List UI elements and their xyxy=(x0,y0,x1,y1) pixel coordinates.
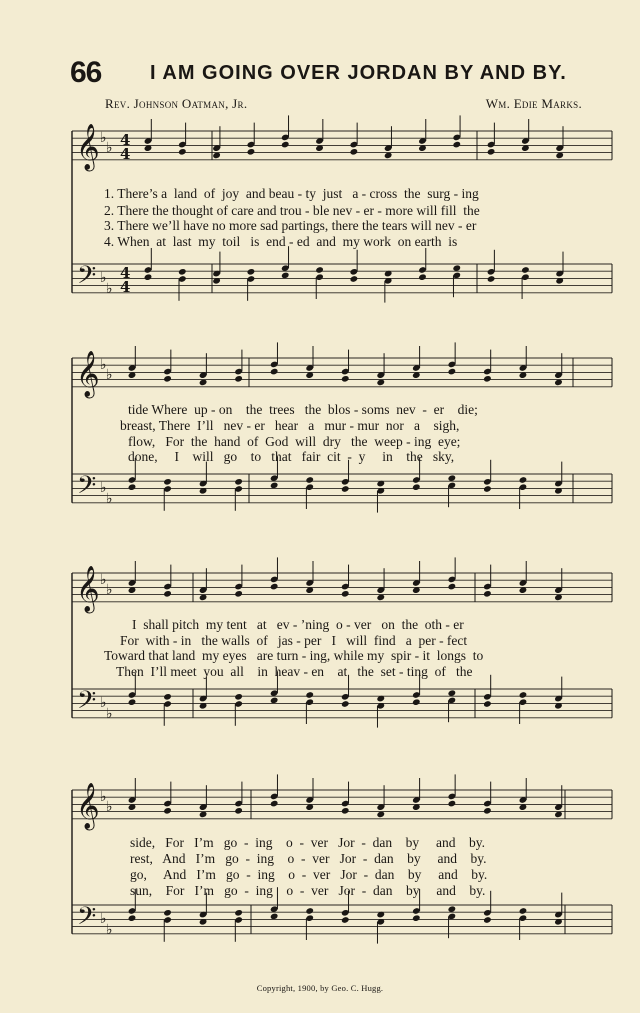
note-bass-2-11-head xyxy=(519,476,528,484)
key-flat-bass-3: ♭ xyxy=(100,695,107,711)
note-bass-4-11-head xyxy=(519,907,528,915)
note-bass-3-5-head xyxy=(305,691,314,699)
lyric-line-s4-v4: sun, For I’m go - ing o - ver Jor - dan by and by. xyxy=(130,883,486,898)
bass-staff-4 xyxy=(72,905,612,934)
note-bass-3-6-head2 xyxy=(341,700,350,708)
lyric-line-s3-v2: For with - in the walls of jas - per I will find a per - fect xyxy=(120,633,468,648)
note-bass-3-10-head2 xyxy=(483,700,492,708)
key-flat-treble2-3: ♭ xyxy=(106,582,113,598)
note-bass-1-8-head2 xyxy=(418,273,427,281)
key-flat-bass-2: ♭ xyxy=(100,480,107,496)
note-bass-2-3-head xyxy=(234,478,243,486)
note-bass-2-0-head2 xyxy=(128,483,137,491)
note-treble-4-1-head2 xyxy=(163,807,172,815)
lyric-line-s2-v4: done, I will go to that fair cit - y in the sky, xyxy=(128,449,455,464)
note-treble-1-6-head2 xyxy=(350,148,359,156)
hymn-number: 66 xyxy=(70,56,102,89)
note-bass-2-1-head xyxy=(163,478,172,486)
note-treble-3-10-head2 xyxy=(483,590,492,598)
note-bass-3-3-head xyxy=(234,693,243,701)
key-flat-treble2-4: ♭ xyxy=(106,799,113,815)
note-bass-1-6-head2 xyxy=(350,275,359,283)
hymn-title: I AM GOING OVER JORDAN BY AND BY. xyxy=(150,62,567,84)
note-treble-2-4-head2 xyxy=(270,368,279,376)
note-bass-2-8-head2 xyxy=(412,483,421,491)
note-bass-1-11-head xyxy=(521,266,530,274)
note-bass-3-8-head2 xyxy=(412,698,421,706)
note-bass-1-10-head2 xyxy=(487,275,496,283)
treble-clef-4: 𝄞 xyxy=(76,783,100,829)
note-bass-1-1-head xyxy=(178,268,187,276)
time-sig-treble-1: 4 xyxy=(120,145,131,163)
lyric-line-s4-v3: go, And I’m go - ing o - ver Jor - dan by and by. xyxy=(130,867,488,882)
key-flat-bass2-3: ♭ xyxy=(106,706,113,722)
bass-clef-4: 𝄢 xyxy=(77,902,97,937)
note-treble-3-1-head2 xyxy=(163,590,172,598)
key-flat-bass-4: ♭ xyxy=(100,911,107,927)
lyric-line-s4-v1: side, For I’m go - ing o - ver Jor - dan by and by. xyxy=(130,835,485,850)
note-treble-4-3-head2 xyxy=(234,807,243,815)
lyric-line-s1-v2: 2. There the thought of care and trou - ble nev - er - more will fill the xyxy=(104,203,480,218)
bass-staff-1 xyxy=(72,264,612,293)
note-treble-4-10-head2 xyxy=(483,807,492,815)
key-flat-treble-4: ♭ xyxy=(100,789,107,805)
time-sig-treble-0: 4 xyxy=(120,131,131,149)
treble-clef-3: 𝄞 xyxy=(76,566,100,612)
treble-clef-1: 𝄞 xyxy=(76,124,100,170)
note-treble-1-4-head2 xyxy=(281,141,290,149)
note-bass-1-5-head xyxy=(315,266,324,274)
key-flat-treble-3: ♭ xyxy=(100,572,107,588)
note-bass-3-11-head xyxy=(519,691,528,699)
note-bass-4-3-head xyxy=(234,909,243,917)
note-bass-4-6-head2 xyxy=(341,916,350,924)
note-treble-4-6-head2 xyxy=(341,807,350,815)
note-bass-4-0-head2 xyxy=(128,914,137,922)
key-flat-bass2-2: ♭ xyxy=(106,491,113,507)
bass-staff-3 xyxy=(72,689,612,718)
note-bass-1-0-head2 xyxy=(144,273,153,281)
note-treble-3-4-head2 xyxy=(270,583,279,591)
note-bass-4-1-head xyxy=(163,909,172,917)
note-treble-2-3-head2 xyxy=(234,375,243,383)
key-flat-treble2-1: ♭ xyxy=(106,140,113,156)
note-treble-3-6-head2 xyxy=(341,590,350,598)
note-treble-4-9-head2 xyxy=(448,800,457,808)
copyright-notice: Copyright, 1900, by Geo. C. Hugg. xyxy=(256,983,384,993)
note-treble-1-1-head2 xyxy=(178,148,187,156)
composer-credit: Wm. Edie Marks. xyxy=(485,96,582,111)
lyric-line-s2-v2: breast, There I’ll nev - er hear a mur - mur nor a sigh, xyxy=(120,418,460,433)
bass-clef-1: 𝄢 xyxy=(77,261,97,296)
key-flat-treble-2: ♭ xyxy=(100,357,107,373)
time-sig-bass-0: 4 xyxy=(120,264,131,282)
note-treble-1-9-head2 xyxy=(452,141,461,149)
key-flat-bass2-1: ♭ xyxy=(106,281,113,297)
key-flat-treble2-2: ♭ xyxy=(106,367,113,383)
lyric-line-s1-v4: 4. When at last my toil is end - ed and my work on earth is xyxy=(104,234,458,249)
note-treble-4-4-head2 xyxy=(270,800,279,808)
note-bass-4-5-head xyxy=(305,907,314,915)
lyric-line-s3-v3: Toward that land my eyes are turn - ing, while my spir - it longs to xyxy=(104,648,484,663)
time-sig-bass-1: 4 xyxy=(120,278,131,296)
note-bass-4-10-head2 xyxy=(483,916,492,924)
note-treble-1-3-head2 xyxy=(247,148,256,156)
note-treble-3-9-head2 xyxy=(448,583,457,591)
note-treble-3-3-head2 xyxy=(234,590,243,598)
key-flat-treble-1: ♭ xyxy=(100,130,107,146)
note-bass-3-0-head2 xyxy=(128,698,137,706)
treble-staff-1 xyxy=(72,131,612,160)
lyric-line-s1-v1: 1. There’s a land of joy and beau - ty just a - cross the surg - ing xyxy=(104,186,479,201)
note-bass-2-10-head2 xyxy=(483,485,492,493)
note-bass-2-5-head xyxy=(305,476,314,484)
note-treble-1-10-head2 xyxy=(487,148,496,156)
note-bass-3-1-head xyxy=(163,693,172,701)
lyricist-credit: Rev. Johnson Oatman, Jr. xyxy=(105,96,248,111)
key-flat-bass-1: ♭ xyxy=(100,270,107,286)
note-bass-4-8-head2 xyxy=(412,914,421,922)
lyric-line-s2-v1: tide Where up - on the trees the blos - soms nev - er die; xyxy=(128,402,478,417)
treble-clef-2: 𝄞 xyxy=(76,351,100,397)
bass-clef-3: 𝄢 xyxy=(77,686,97,721)
bass-clef-2: 𝄢 xyxy=(77,471,97,506)
note-bass-1-3-head xyxy=(247,268,256,276)
lyric-line-s3-v1: I shall pitch my tent at ev - ’ning o - ver on the oth - er xyxy=(132,617,464,632)
note-treble-2-1-head2 xyxy=(163,375,172,383)
note-bass-2-6-head2 xyxy=(341,485,350,493)
lyric-line-s4-v2: rest, And I’m go - ing o - ver Jor - dan by and by. xyxy=(130,851,487,866)
lyric-line-s2-v3: flow, For the hand of God will dry the weep - ing eye; xyxy=(128,434,461,449)
note-treble-2-10-head2 xyxy=(483,375,492,383)
lyric-line-s3-v4: Then I’ll meet you all in heav - en at the set - ting of the xyxy=(116,664,473,679)
note-treble-2-9-head2 xyxy=(448,368,457,376)
lyric-line-s1-v3: 3. There we’ll have no more sad partings, there the tears will nev - er xyxy=(104,218,477,233)
bass-staff-2 xyxy=(72,474,612,503)
key-flat-bass2-4: ♭ xyxy=(106,922,113,938)
note-treble-2-6-head2 xyxy=(341,375,350,383)
